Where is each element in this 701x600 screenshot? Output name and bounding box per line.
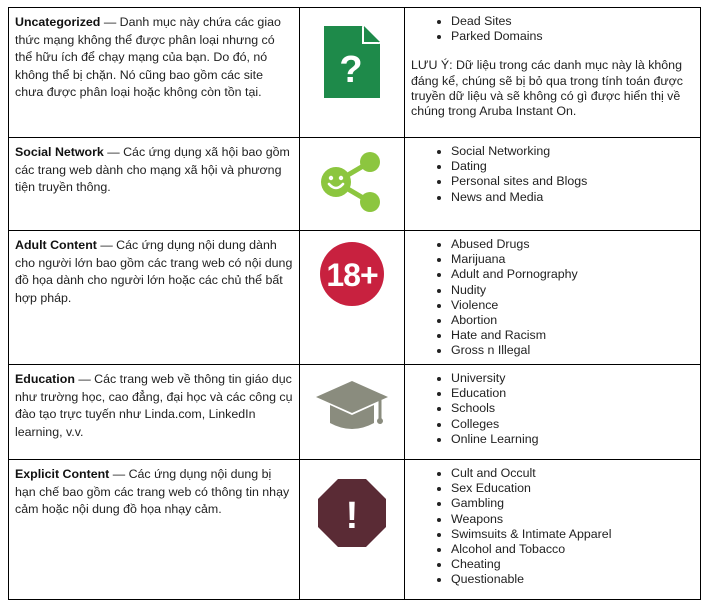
description-cell [9,8,300,138]
list-item: • Cult and Occult [451,466,696,481]
category-description: — Danh mục này chứa các giao thức mạng không thể được phân loại nhưng có thể hữu ích để chạy mạng của bạn. Do đó, nó không thể bị chặn. Nó cũng bao gồm các site chưa được phân loại hoặc không còn tồn tại. [15,15,281,99]
list-item: • Gambling [451,496,696,511]
table-row [9,231,701,365]
octagon-exclamation-icon [317,478,387,548]
list-item: • Online Learning [451,432,696,447]
category-title: Explicit Content [15,467,110,481]
category-description: — Các ứng dụng xã hội bao gồm các trang web dành cho mạng xã hội và phương tiện truyền thông. [15,145,290,194]
category-title: Adult Content [15,238,97,252]
list-item: • Personal sites and Blogs [451,174,696,189]
description-cell [9,138,300,231]
list-item: • Adult and Pornography [451,267,696,282]
description-cell [9,460,300,600]
list-item: • Colleges [451,417,696,432]
list-item: • Education [451,386,696,401]
list-item: • News and Media [451,190,696,205]
category-table [8,7,701,600]
list-item: • Swimsuits & Intimate Apparel [451,527,696,542]
18-plus-icon [319,241,385,307]
smiley-share-icon [320,150,384,214]
list-item: • Schools [451,401,696,416]
subcategory-cell [405,231,701,365]
svg-text:?: ? [339,49,363,91]
subcategory-cell [405,8,701,138]
category-description: — Các ứng dụng nội dung dành cho người lớn bao gồm các trang web có nội dung đồ họa dành cho người lớn hoặc các chủ thể bất hợp pháp. [15,238,293,305]
list-item: • Alcohol and Tobacco [451,542,696,557]
document-question-icon [322,24,382,100]
list-item: • Dating [451,159,696,174]
subcategory-list [411,14,696,44]
exclamation-text: ! [345,495,359,537]
table-row [9,365,701,460]
description-cell [9,365,300,460]
list-item: • Abused Drugs [451,237,696,252]
subcategory-list [411,371,696,447]
badge-text: 18+ [326,257,378,293]
list-item: • Cheating [451,557,696,572]
category-title: Uncategorized [15,15,101,29]
list-item: • Gross n Illegal [451,343,696,358]
icon-cell [300,138,405,231]
subcategory-cell [405,138,701,231]
list-item: • Hate and Racism [451,328,696,343]
list-item: • Questionable [451,572,696,587]
list-item: • Marijuana [451,252,696,267]
subcategory-cell [405,365,701,460]
subcategory-list [411,237,696,359]
graduation-cap-icon [314,379,390,437]
list-item: • Violence [451,298,696,313]
icon-cell [300,460,405,600]
list-item: • Social Networking [451,144,696,159]
table-row [9,138,701,231]
category-title: Social Network [15,145,104,159]
list-item: • University [451,371,696,386]
table-row [9,8,701,138]
category-description: — Các ứng dụng nội dung bị hạn chế bao gồm các trang web có thông tin nhạy cảm hoặc nội dung đồ họa nhạy cảm. [15,467,290,516]
subcategory-cell [405,460,701,600]
subcategory-list [411,466,696,588]
category-description: — Các trang web về thông tin giáo dục như trường học, cao đẳng, đại học và các công cụ đào tạo trực tuyến như Linda.com, LinkedIn learning, v.v. [15,372,293,439]
list-item: • Dead Sites [451,14,696,29]
table-row [9,460,701,600]
list-item: • Nudity [451,283,696,298]
list-item: • Abortion [451,313,696,328]
list-item: • Sex Education [451,481,696,496]
note-text: LƯU Ý: Dữ liệu trong các danh mục này là không đáng kể, chúng sẽ bị bỏ qua trong tính toán được truyền dữ liệu và sẽ không có gì được hiển thị về chúng trong Aruba Instant On. [411,58,683,119]
icon-cell [300,8,405,138]
icon-cell [300,365,405,460]
description-cell [9,231,300,365]
list-item: • Weapons [451,512,696,527]
list-item: • Parked Domains [451,29,696,44]
icon-cell [300,231,405,365]
category-title: Education [15,372,75,386]
subcategory-list [411,144,696,205]
